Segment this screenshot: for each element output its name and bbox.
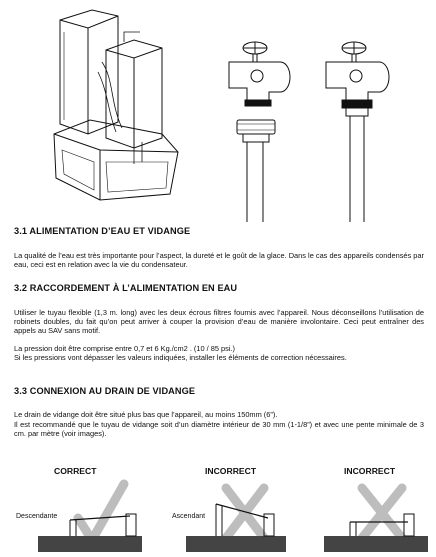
correct-drain-diagram [30,478,150,552]
valve-hose-left-illustration [225,36,295,222]
section-heading-3-2: 3.2 RACCORDEMENT À L’ALIMENTATION EN EAU [14,283,238,293]
section-3-2-paragraph-3: Si les pressions vont dépasser les valeurs indiquées, installer les éléments de correction nécessaires. [14,353,347,362]
incorrect-ascending-diagram [176,478,296,552]
section-heading-3-3: 3.3 CONNEXION AU DRAIN DE VIDANGE [14,386,196,396]
diagram-label-incorrect-2: INCORRECT [344,466,396,476]
incorrect-flat-diagram [316,478,434,552]
diagram-label-incorrect-1: INCORRECT [205,466,257,476]
diagram-caption-ascendant: Ascendant [172,513,206,520]
valve-hose-right-illustration [322,36,394,222]
section-heading-3-1: 3.1 ALIMENTATION D’EAU ET VIDANGE [14,226,191,236]
section-3-3-paragraph-1: Le drain de vidange doit être situé plus bas que l’appareil, au moins 150mm (6”). [14,410,278,419]
section-3-1-paragraph: La qualité de l’eau est très importante pour l’aspect, la dureté et le goût de la glace. Dans le cas des appareils condensés par eau, ceci est en relation avec la vie du condensateur. [14,251,424,270]
diagram-label-correct: CORRECT [54,466,97,476]
section-3-2-paragraph-1: Utiliser le tuyau flexible (1,3 m. long) avec les deux écrous filtres fournis avec l’appareil. Nous déconseillons l’utilisation de robinets doubles, du fait qu’on peut arriver à couper la provision d’eau de manière involontaire. Ceci peut entraîner des appels au SAV sans motif. [14,308,424,336]
section-3-3-paragraph-2: Il est recommandé que le tuyau de vidange soit d’un diamètre intérieur de 30 mm (1-1/8”) et avec une pente minimale de 3 cm. par mètre (voir images). [14,420,424,439]
machine-illustration [50,2,182,202]
section-3-2-paragraph-2: La pression doit être comprise entre 0,7 et 6 Kg./cm2 . (10 / 85 psi.) [14,344,236,353]
diagram-caption-descendante: Descendante [16,513,58,520]
